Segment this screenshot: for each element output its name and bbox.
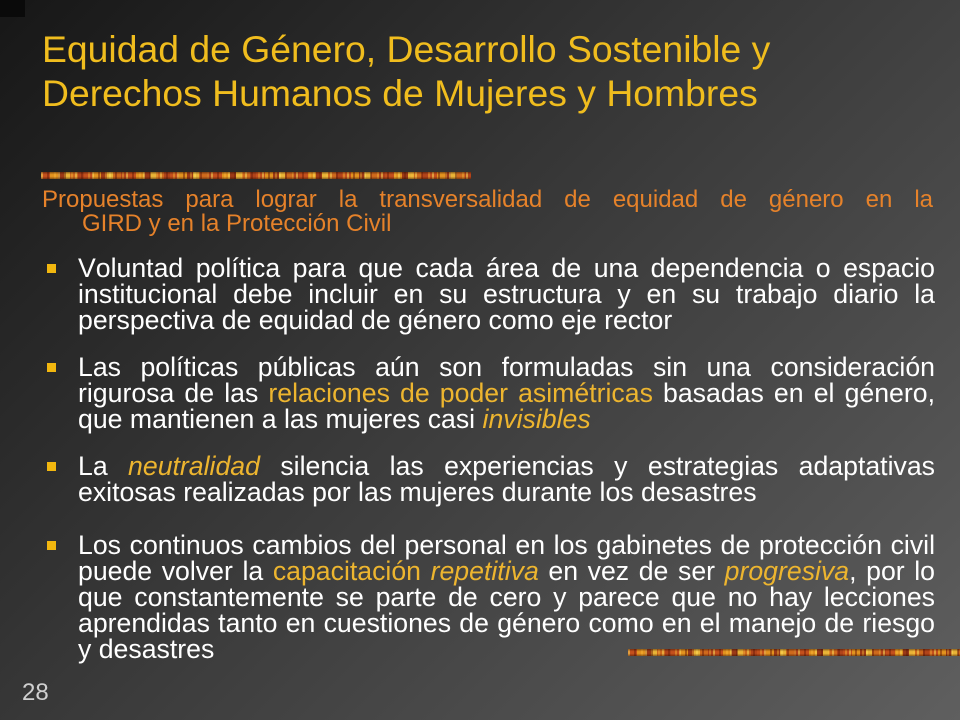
decorative-strip-bottom [628, 649, 960, 656]
highlighted-phrase: neutralidad [128, 451, 260, 481]
corner-block [0, 0, 25, 17]
slide-subtitle [42, 188, 933, 236]
highlighted-phrase: invisibles [482, 404, 591, 434]
bullet-text: Las políticas públicas aún son formuladas sin una consideración rigurosa de las [78, 352, 935, 408]
highlighted-phrase: capacitación [272, 556, 431, 586]
bullet-item [78, 453, 935, 505]
bullet-item [78, 532, 935, 662]
bullet-marker [47, 363, 56, 372]
subtitle-line: GIRD y en la Protección Civil [82, 210, 392, 237]
slide-title: Equidad de Género, Desarrollo Sostenible y Derechos Humanos de Mujeres y Hombres [42, 28, 771, 114]
bullet-item [78, 354, 935, 432]
bullet-marker [47, 264, 56, 273]
highlighted-phrase: progresiva [724, 556, 850, 586]
bullet-marker [47, 462, 56, 471]
bullet-text: basadas en el género, que mantienen a las mujeres casi [78, 378, 935, 434]
subtitle-line: Propuestas para lograr la transversalidad de equidad de género en la [42, 186, 933, 213]
highlighted-phrase: relaciones de poder asimétricas [268, 378, 653, 408]
highlighted-phrase: repetitiva [430, 556, 539, 586]
bullet-text: Voluntad política para que cada área de una dependencia o espacio institucional debe incluir en su estructura y en su trabajo diario la perspectiva de equidad de género como eje rector [78, 253, 935, 335]
bullet-text: , por lo que constantemente se parte de cero y parece que no hay lecciones aprendidas tanto en cuestiones de género como en el manejo de riesgo y desastres [78, 556, 936, 664]
bullet-item [78, 255, 935, 333]
decorative-strip-top [41, 172, 471, 179]
bullet-text: silencia las experiencias y estrategias adaptativas exitosas realizadas por las mujeres durante los desastres [78, 451, 935, 507]
slide-number: 28 [22, 679, 49, 706]
bullet-text: Los continuos cambios del personal en los gabinetes de protección civil puede volver la [78, 530, 935, 586]
bullet-text: La [78, 451, 129, 481]
bullet-text: en vez de ser [538, 556, 725, 586]
bullet-marker [47, 541, 56, 550]
